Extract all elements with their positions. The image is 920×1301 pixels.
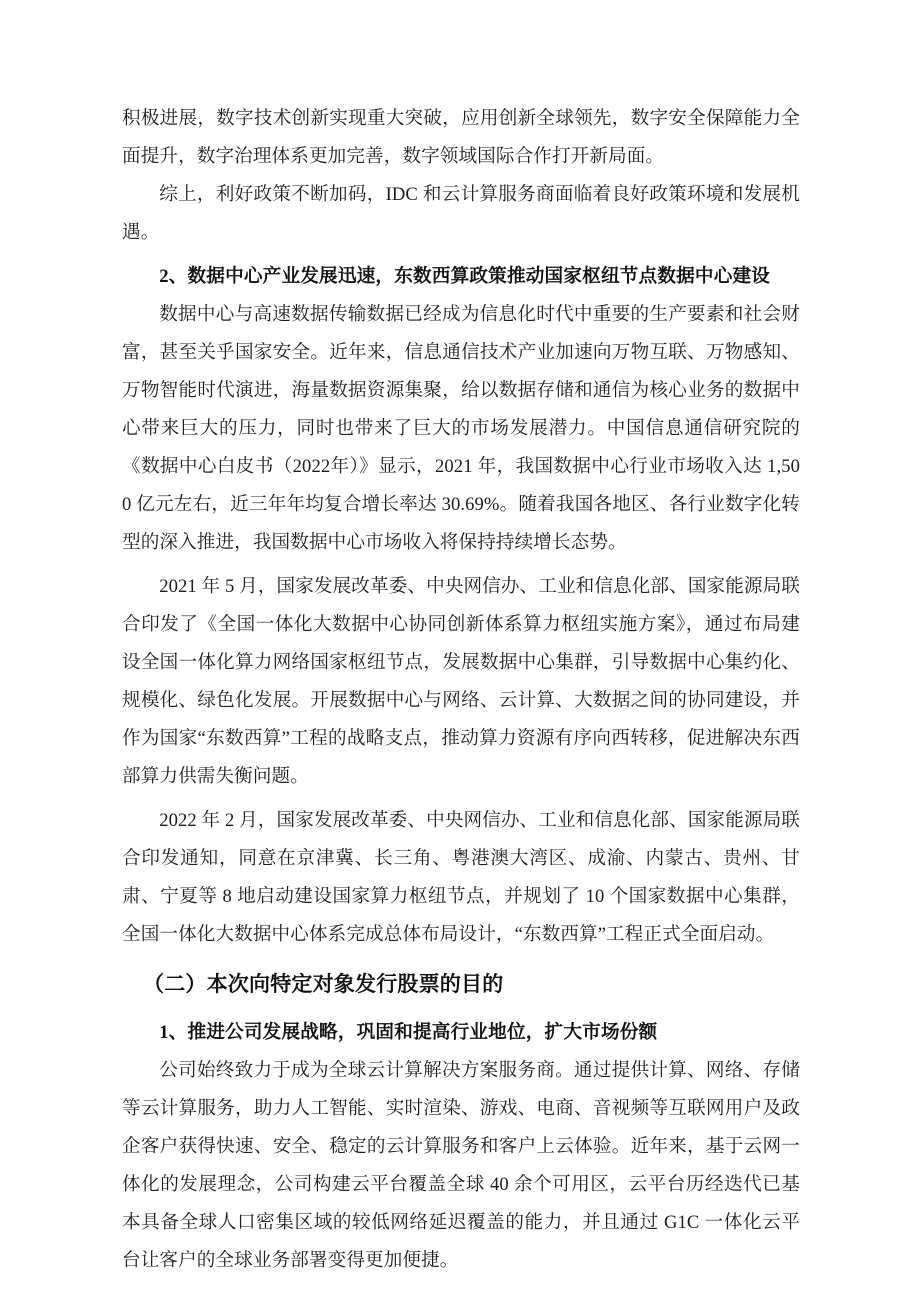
paragraph-datacenter-intro: 数据中心与高速数据传输数据已经成为信息化时代中重要的生产要素和社会财富，甚至关乎国家安全。近年来，信息通信技术产业加速向万物互联、万物感知、万物智能时代演进，海量数据资源集聚，给以数据存储和通信为核心业务的数据中心带来巨大的压力，同时也带来了巨大的市场发展潜力。中国信息通信研究院的《数据中心白皮书（2022年）》显示，2021 年，我国数据中心行业市场收入达 1,500 亿元左右，近三年年均复合增长率达 30.69%。随着我国各地区、各行业数字化转型的深入推进，我国数据中心市场收入将保持持续增长态势。 bbox=[122, 304, 800, 553]
paragraph-policy-2021: 2021 年 5 月，国家发展改革委、中央网信办、工业和信息化部、国家能源局联合印发了《全国一体化大数据中心协同创新体系算力枢纽实施方案》，通过布局建设全国一体化算力网络国家枢纽节点，发展数据中心集群，引导数据中心集约化、规模化、绿色化发展。开展数据中心与网络、云计算、大数据之间的协同建设，并作为国家“东数西算”工程的战略支点，推动算力资源有序向西转移，促进解决东西部算力供需失衡问题。 bbox=[122, 576, 800, 787]
page-content-column bbox=[122, 100, 800, 1280]
paragraph-policy-summary: 综上，利好政策不断加码，IDC 和云计算服务商面临着良好政策环境和发展机遇。 bbox=[122, 184, 800, 243]
spacer-before-strategy-heading bbox=[122, 1004, 800, 1014]
paragraph-company-strategy: 公司始终致力于成为全球云计算解决方案服务商。通过提供计算、网络、存储等云计算服务，助力人工智能、实时渲染、游戏、电商、音视频等互联网用户及政企客户获得快速、安全、稳定的云计算服务和客户上云体验。近年来，基于云网一体化的发展理念，公司构建云平台覆盖全球 40 余个可用区，云平台历经迭代已基本具备全球人口密集区域的较低网络延迟覆盖的能力，并且通过 G1C 一体化云平台让客户的全球业务部署变得更加便捷。 bbox=[122, 1060, 800, 1271]
heading-issuance-purpose: （二）本次向特定对象发行股票的目的 bbox=[143, 972, 504, 996]
paragraph-policy-carryover: 积极进展，数字技术创新实现重大突破，应用创新全球领先，数字安全保障能力全面提升，数字治理体系更加完善，数字领域国际合作打开新局面。 bbox=[122, 108, 800, 167]
heading-datacenter-industry: 2、数据中心产业发展迅速，东数西算政策推动国家枢纽节点数据中心建设 bbox=[159, 266, 771, 287]
spacer-before-purpose-heading bbox=[122, 954, 800, 964]
paragraph-policy-2022: 2022 年 2 月，国家发展改革委、中央网信办、工业和信息化部、国家能源局联合印发通知，同意在京津冀、长三角、粤港澳大湾区、成渝、内蒙古、贵州、甘肃、宁夏等 8 地启动建设国家算力枢纽节点，并规划了 10 个国家数据中心集群，全国一体化大数据中心体系完成总体布局设计，“东数西算”工程正式全面启动。 bbox=[122, 810, 800, 945]
heading-company-strategy: 1、推进公司发展战略，巩固和提高行业地位，扩大市场份额 bbox=[159, 1022, 658, 1043]
